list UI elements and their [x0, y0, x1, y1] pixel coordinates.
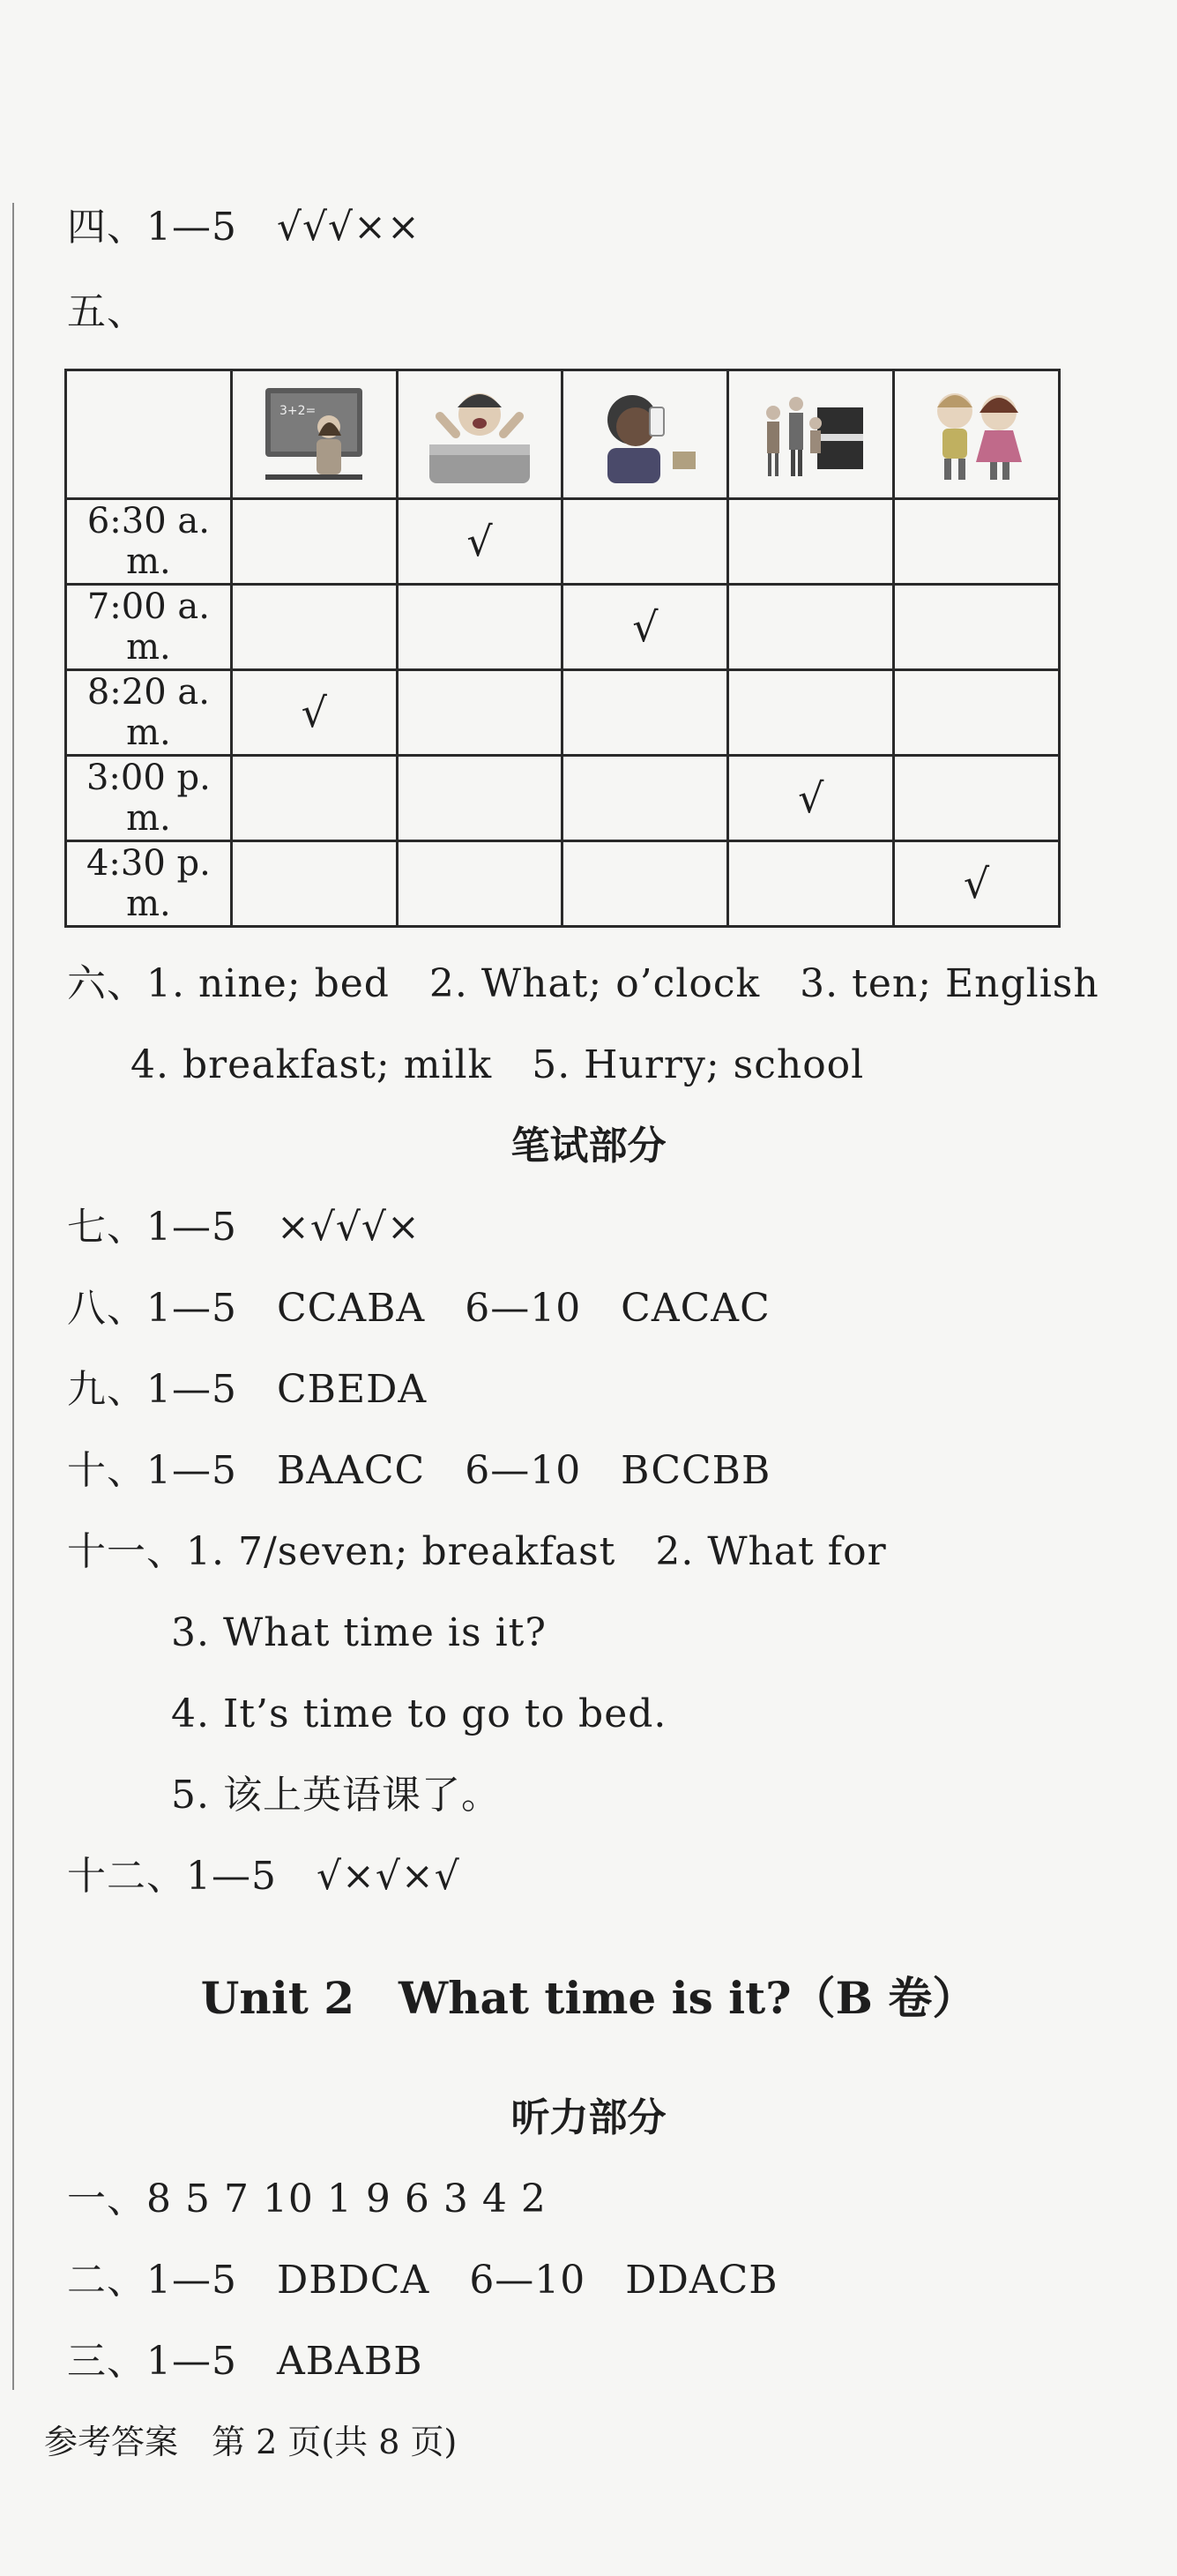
b-section-1-answers: 一、8 5 7 10 1 9 6 3 4 2	[67, 2177, 547, 2221]
check-cell	[562, 756, 728, 841]
family-at-piano-icon	[754, 381, 868, 489]
check-cell: √	[562, 585, 728, 670]
left-margin-rule	[12, 203, 14, 2390]
table-row	[66, 756, 1060, 841]
boy-waking-up-icon	[422, 381, 537, 489]
table-header-pic-2	[397, 370, 562, 499]
section-9-answers: 九、1—5 CBEDA	[67, 1367, 428, 1412]
section-8-answers: 八、1—5 CCABA 6—10 CACAC	[67, 1286, 771, 1331]
check-cell	[894, 756, 1060, 841]
table-row	[66, 585, 1060, 670]
section-6-line-1: 六、1. nine; bed 2. What; o’clock 3. ten; English	[67, 961, 1099, 1006]
page-footer: 参考答案 第 2 页(共 8 页)	[44, 2423, 458, 2461]
check-cell	[894, 585, 1060, 670]
check-cell	[397, 585, 562, 670]
check-cell	[728, 841, 894, 927]
time-cell: 4:30 p. m.	[66, 841, 232, 927]
table-header-row	[66, 370, 1060, 499]
b-section-2-answers: 二、1—5 DBDCA 6—10 DDACB	[67, 2258, 778, 2303]
table-header-pic-1	[231, 370, 397, 499]
check-cell: √	[894, 841, 1060, 927]
schedule-table	[64, 369, 1061, 928]
section-11-line-1: 十一、1. 7/seven; breakfast 2. What for	[67, 1529, 887, 1574]
check-cell	[728, 670, 894, 756]
section-11-line-3: 4. It’s time to go to bed.	[171, 1691, 667, 1736]
check-cell	[231, 585, 397, 670]
check-cell	[397, 756, 562, 841]
check-cell	[231, 841, 397, 927]
time-cell: 7:00 a. m.	[66, 585, 232, 670]
section-11-line-2: 3. What time is it?	[171, 1610, 547, 1655]
table-corner-cell	[66, 370, 232, 499]
check-cell	[728, 499, 894, 585]
section-6-line-2: 4. breakfast; milk 5. Hurry; school	[130, 1042, 865, 1087]
boy-drinking-milk-icon	[588, 381, 703, 489]
svg-text:3+2=: 3+2=	[279, 403, 317, 418]
section-5-label: 五、	[67, 289, 146, 334]
check-cell: √	[728, 756, 894, 841]
written-section-heading: 笔试部分	[510, 1124, 667, 1169]
two-kids-playing-icon	[920, 381, 1034, 489]
check-cell	[562, 841, 728, 927]
check-cell	[562, 499, 728, 585]
section-12-answers: 十二、1—5 √×√×√	[67, 1854, 460, 1899]
time-cell: 6:30 a. m.	[66, 499, 232, 585]
check-cell: √	[397, 499, 562, 585]
listening-section-heading: 听力部分	[510, 2095, 667, 2140]
table-row	[66, 841, 1060, 927]
check-cell	[397, 841, 562, 927]
table-header-pic-3	[562, 370, 728, 499]
b-section-3-answers: 三、1—5 ABABB	[67, 2339, 423, 2384]
time-cell: 3:00 p. m.	[66, 756, 232, 841]
check-cell	[728, 585, 894, 670]
check-cell	[397, 670, 562, 756]
check-cell	[562, 670, 728, 756]
check-cell	[894, 499, 1060, 585]
time-cell: 8:20 a. m.	[66, 670, 232, 756]
unit-title: Unit 2 What time is it?（B 卷）	[200, 1972, 977, 2024]
section-10-answers: 十、1—5 BAACC 6—10 BCCBB	[67, 1448, 771, 1493]
check-cell	[894, 670, 1060, 756]
teacher-at-blackboard-icon	[257, 381, 371, 489]
section-7-answers: 七、1—5 ×√√√×	[67, 1205, 421, 1250]
table-row	[66, 670, 1060, 756]
section-11-line-4: 5. 该上英语课了。	[171, 1773, 501, 1818]
table-header-pic-5	[894, 370, 1060, 499]
check-cell	[231, 756, 397, 841]
check-cell	[231, 499, 397, 585]
table-row	[66, 499, 1060, 585]
section-4-answers: 四、1—5 √√√××	[67, 205, 421, 250]
table-header-pic-4	[728, 370, 894, 499]
check-cell: √	[231, 670, 397, 756]
